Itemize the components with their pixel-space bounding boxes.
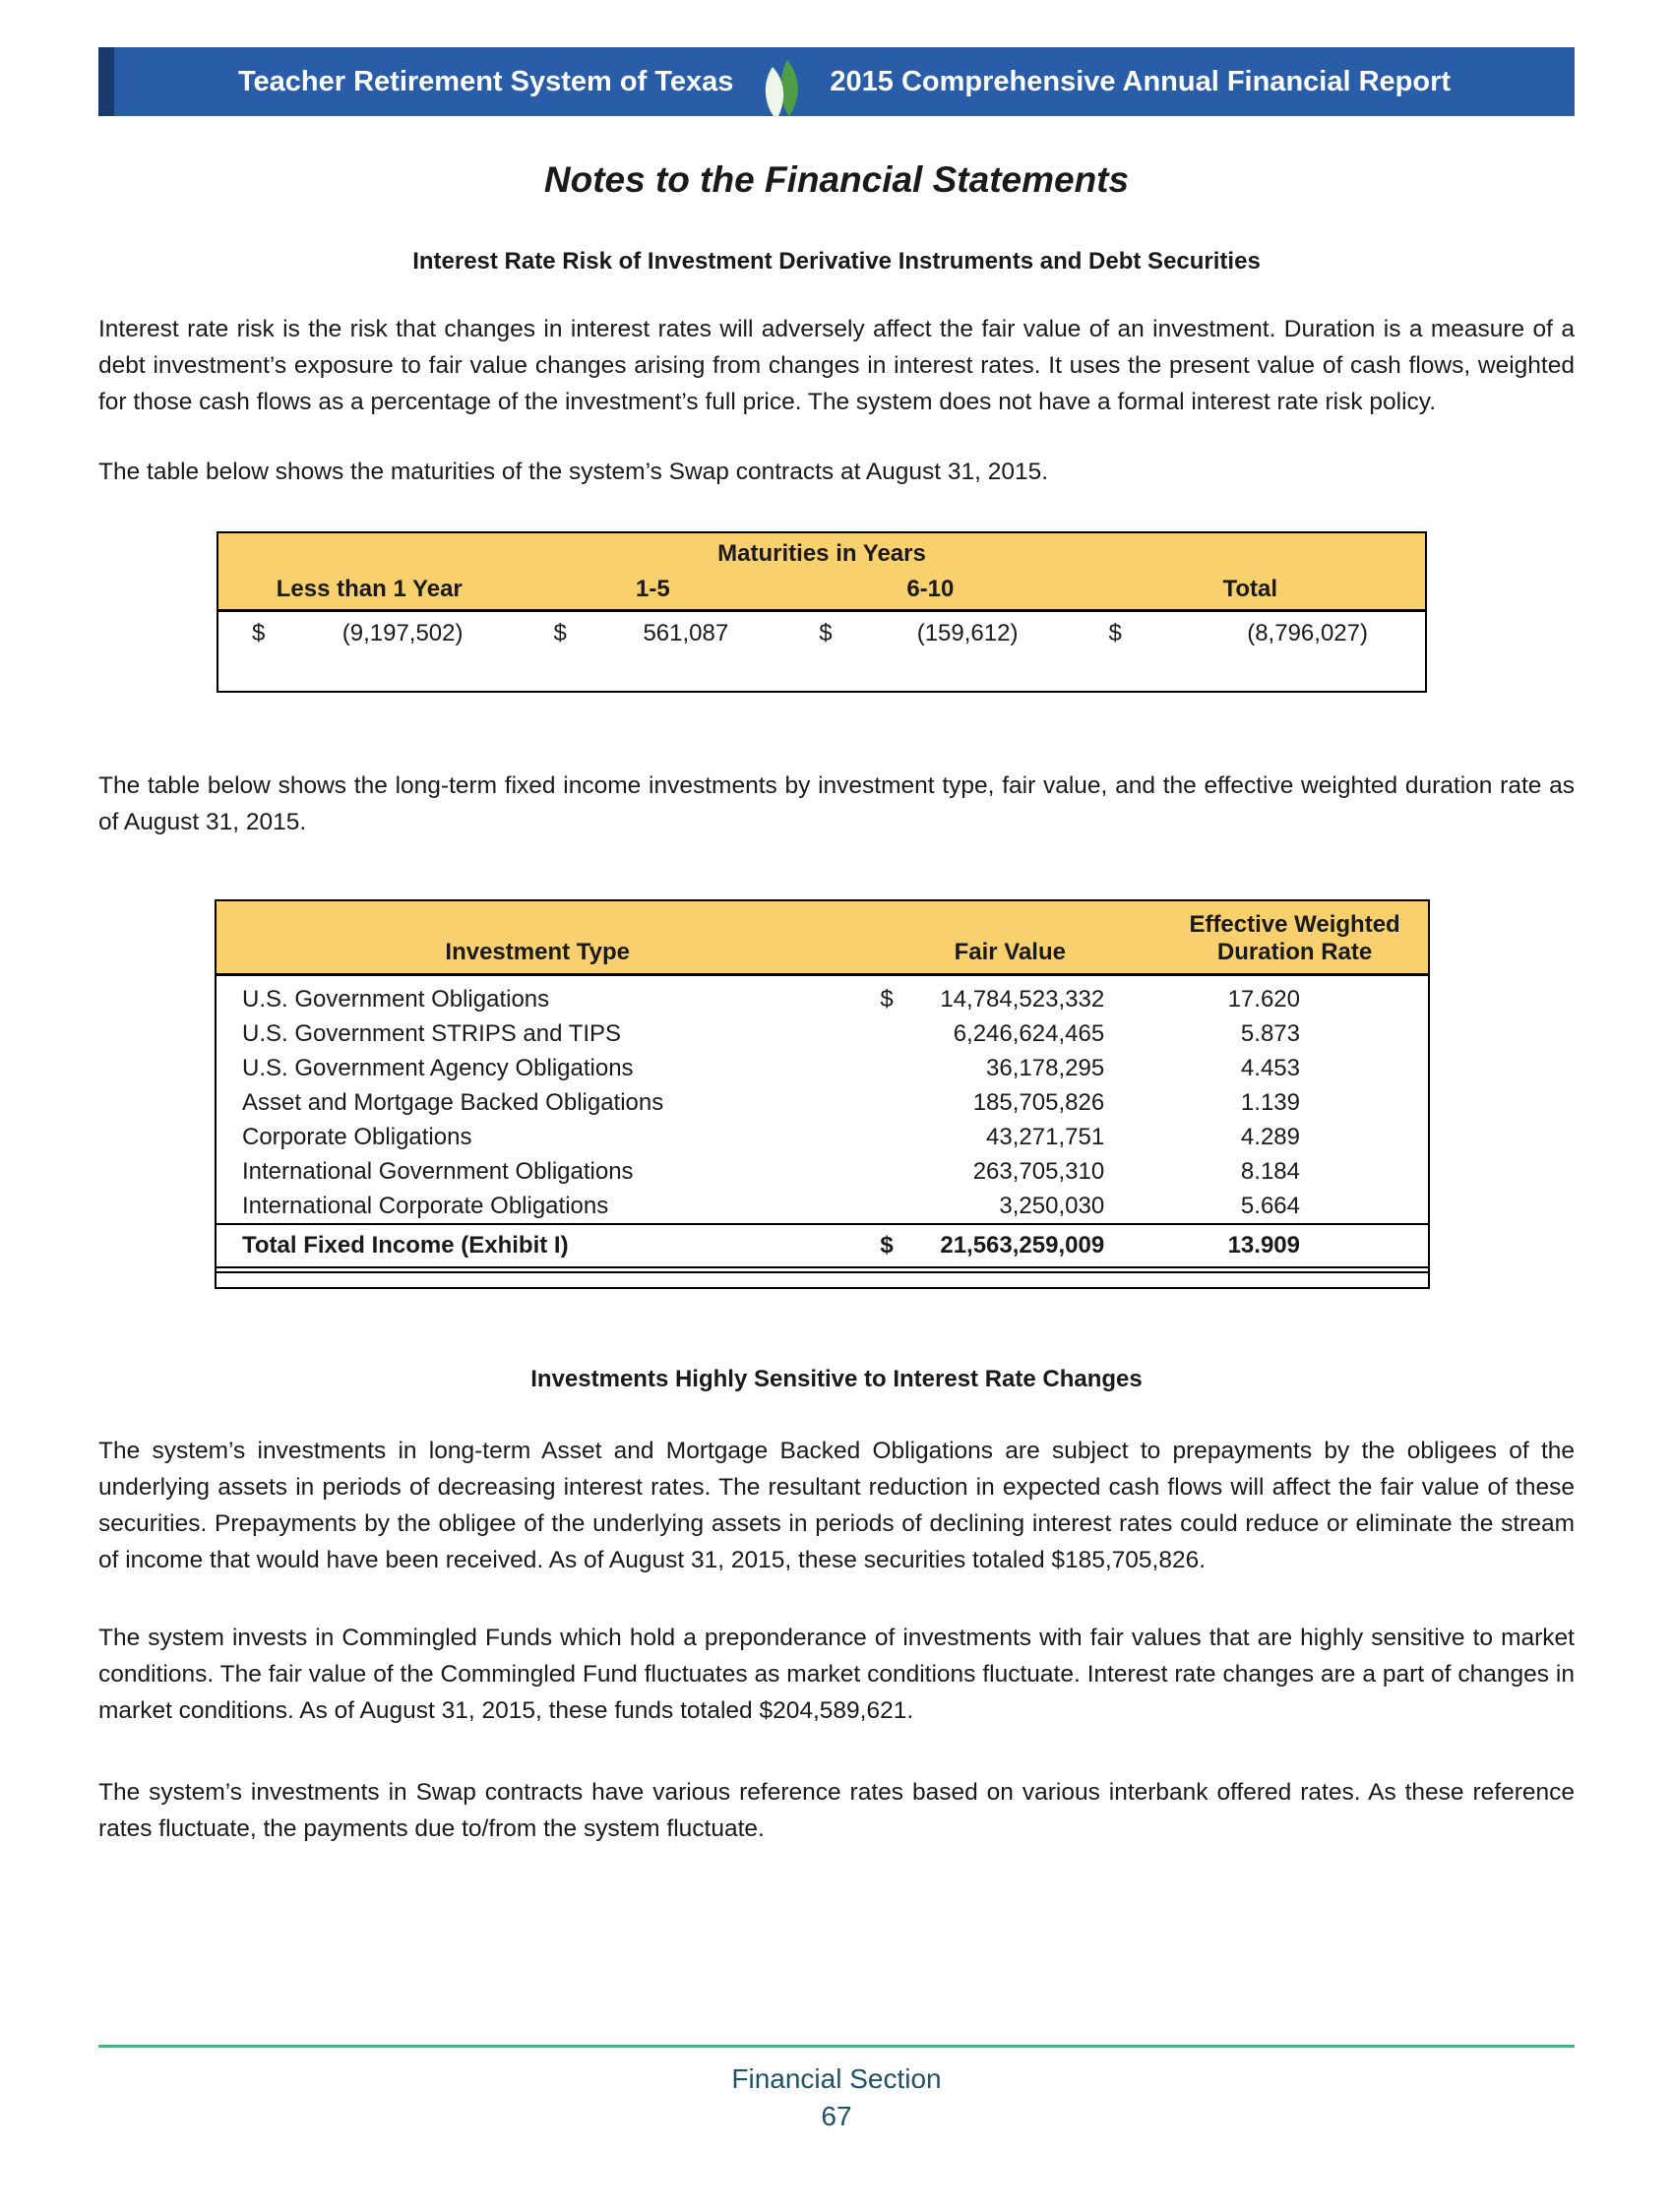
currency-symbol: $ (252, 620, 266, 646)
table-row: International Government Obligations 263,705,310 8.184 (242, 1158, 1300, 1185)
column-header-investment-type: Investment Type (445, 939, 631, 965)
table-row: U.S. Government Agency Obligations 36,178,295 4.453 (242, 1055, 1300, 1081)
currency-symbol: $ (553, 620, 567, 646)
total-double-rule (217, 1266, 1428, 1273)
column-header-total: Total (1222, 576, 1277, 602)
footer-page-number: 67 (821, 2101, 852, 2131)
subsection-heading: Investments Highly Sensitive to Interest Rate Changes (530, 1366, 1143, 1392)
column-header-fair-value: Fair Value (954, 939, 1066, 965)
column-header-duration-rate: Effective Weighted Duration Rate (1189, 911, 1400, 965)
maturities-value: (159,612) (916, 620, 1019, 646)
fixed-income-table-header (217, 901, 1428, 976)
page-title: Notes to the Financial Statements (543, 159, 1130, 200)
maturities-table-header (218, 533, 1425, 612)
maturities-value-cell (218, 620, 521, 647)
currency-symbol: $ (819, 620, 833, 646)
maturities-value: (8,796,027) (1247, 620, 1368, 646)
maturities-value-cell (785, 620, 1075, 647)
leaf-logo-icon (759, 59, 804, 122)
maturities-table-values-row (218, 612, 1425, 691)
footer-section-label: Financial Section (731, 2063, 942, 2094)
swap-maturities-table (217, 531, 1427, 693)
currency-symbol: $ (880, 986, 894, 1013)
maturities-value: 561,087 (643, 620, 729, 646)
maturities-value-cell (521, 620, 786, 647)
maturities-value: (9,197,502) (341, 620, 464, 646)
column-header-6-10: 6-10 (906, 576, 955, 602)
maturities-value-cell (1075, 620, 1425, 647)
banner-right-title: 2015 Comprehensive Annual Financial Report (830, 65, 1452, 97)
table-row: Corporate Obligations 43,271,751 4.289 (242, 1124, 1300, 1150)
table-row: U.S. Government Obligations $ 14,784,523,332 17.620 (217, 982, 1428, 1016)
paragraph-swap-reference-rates: The system’s investments in Swap contracts have various reference rates based on various interbank offered rates. As these reference rates fluctuate, the payments due to/from the system fluctuate. (98, 1779, 1575, 1842)
paragraph-fixed-income-intro: The table below shows the long-term fixed income investments by investment type, fair value, and the effective weighted duration rate as of August 31, 2015. (98, 772, 1575, 835)
currency-symbol: $ (880, 1232, 894, 1259)
page (98, 47, 1575, 1847)
column-header-less-than-1-year: Less than 1 Year (276, 576, 463, 602)
currency-symbol: $ (1108, 620, 1122, 646)
banner-left-title: Teacher Retirement System of Texas (237, 65, 734, 97)
paragraph-swap-table-intro: The table below shows the maturities of the system’s Swap contracts at August 31, 2015. (98, 459, 1049, 485)
paragraph-commingled-funds: The system invests in Commingled Funds which hold a preponderance of investments with fair values that are highly sensitive to market conditions. The fair value of the Commingled Fund fluctuates as market conditions fluctuate. Interest rate changes are a part of changes in market conditions. As of August 31, 2015, these funds totaled $204,589,621. (98, 1625, 1575, 1724)
table-row: Asset and Mortgage Backed Obligations 185,705,826 1.139 (242, 1089, 1300, 1116)
paragraph-interest-rate-risk: Interest rate risk is the risk that changes in interest rates will adversely affect the fair value of an investment. Duration is a measure of a debt investment’s exposure to fair value changes arising from changes in interest rates. It uses the present value of cash flows, weighted for those cash flows as a percentage of the investment’s full price. The system does not have a formal interest rate risk policy. (98, 316, 1575, 415)
table-row: International Corporate Obligations 3,250,030 5.664 (242, 1193, 1300, 1219)
footer-divider-line (98, 2045, 1575, 2048)
fixed-income-table-body (217, 976, 1428, 1287)
table-row: U.S. Government STRIPS and TIPS 6,246,624,465 5.873 (242, 1020, 1300, 1047)
section-heading: Interest Rate Risk of Investment Derivative Instruments and Debt Securities (412, 248, 1261, 275)
page-footer (98, 2045, 1575, 2132)
report-header-banner (98, 47, 1575, 116)
column-header-1-5: 1-5 (636, 576, 670, 602)
paragraph-sensitive-investments: The system’s investments in long-term Asset and Mortgage Backed Obligations are subject to prepayments by the obligees of the underlying assets in periods of decreasing interest rates. The resultant reduction in expected cash flows will affect the fair value of these securities. Prepayments by the obligee of the underlying assets in periods of declining interest rates could reduce or eliminate the stream of income that would have been received. As of August 31, 2015, these securities totaled $185,705,826. (98, 1438, 1575, 1573)
fixed-income-table (215, 899, 1430, 1289)
table-total-row: Total Fixed Income (Exhibit I) $ 21,563,259,009 13.909 (217, 1223, 1428, 1266)
maturities-table-title: Maturities in Years (717, 540, 926, 567)
